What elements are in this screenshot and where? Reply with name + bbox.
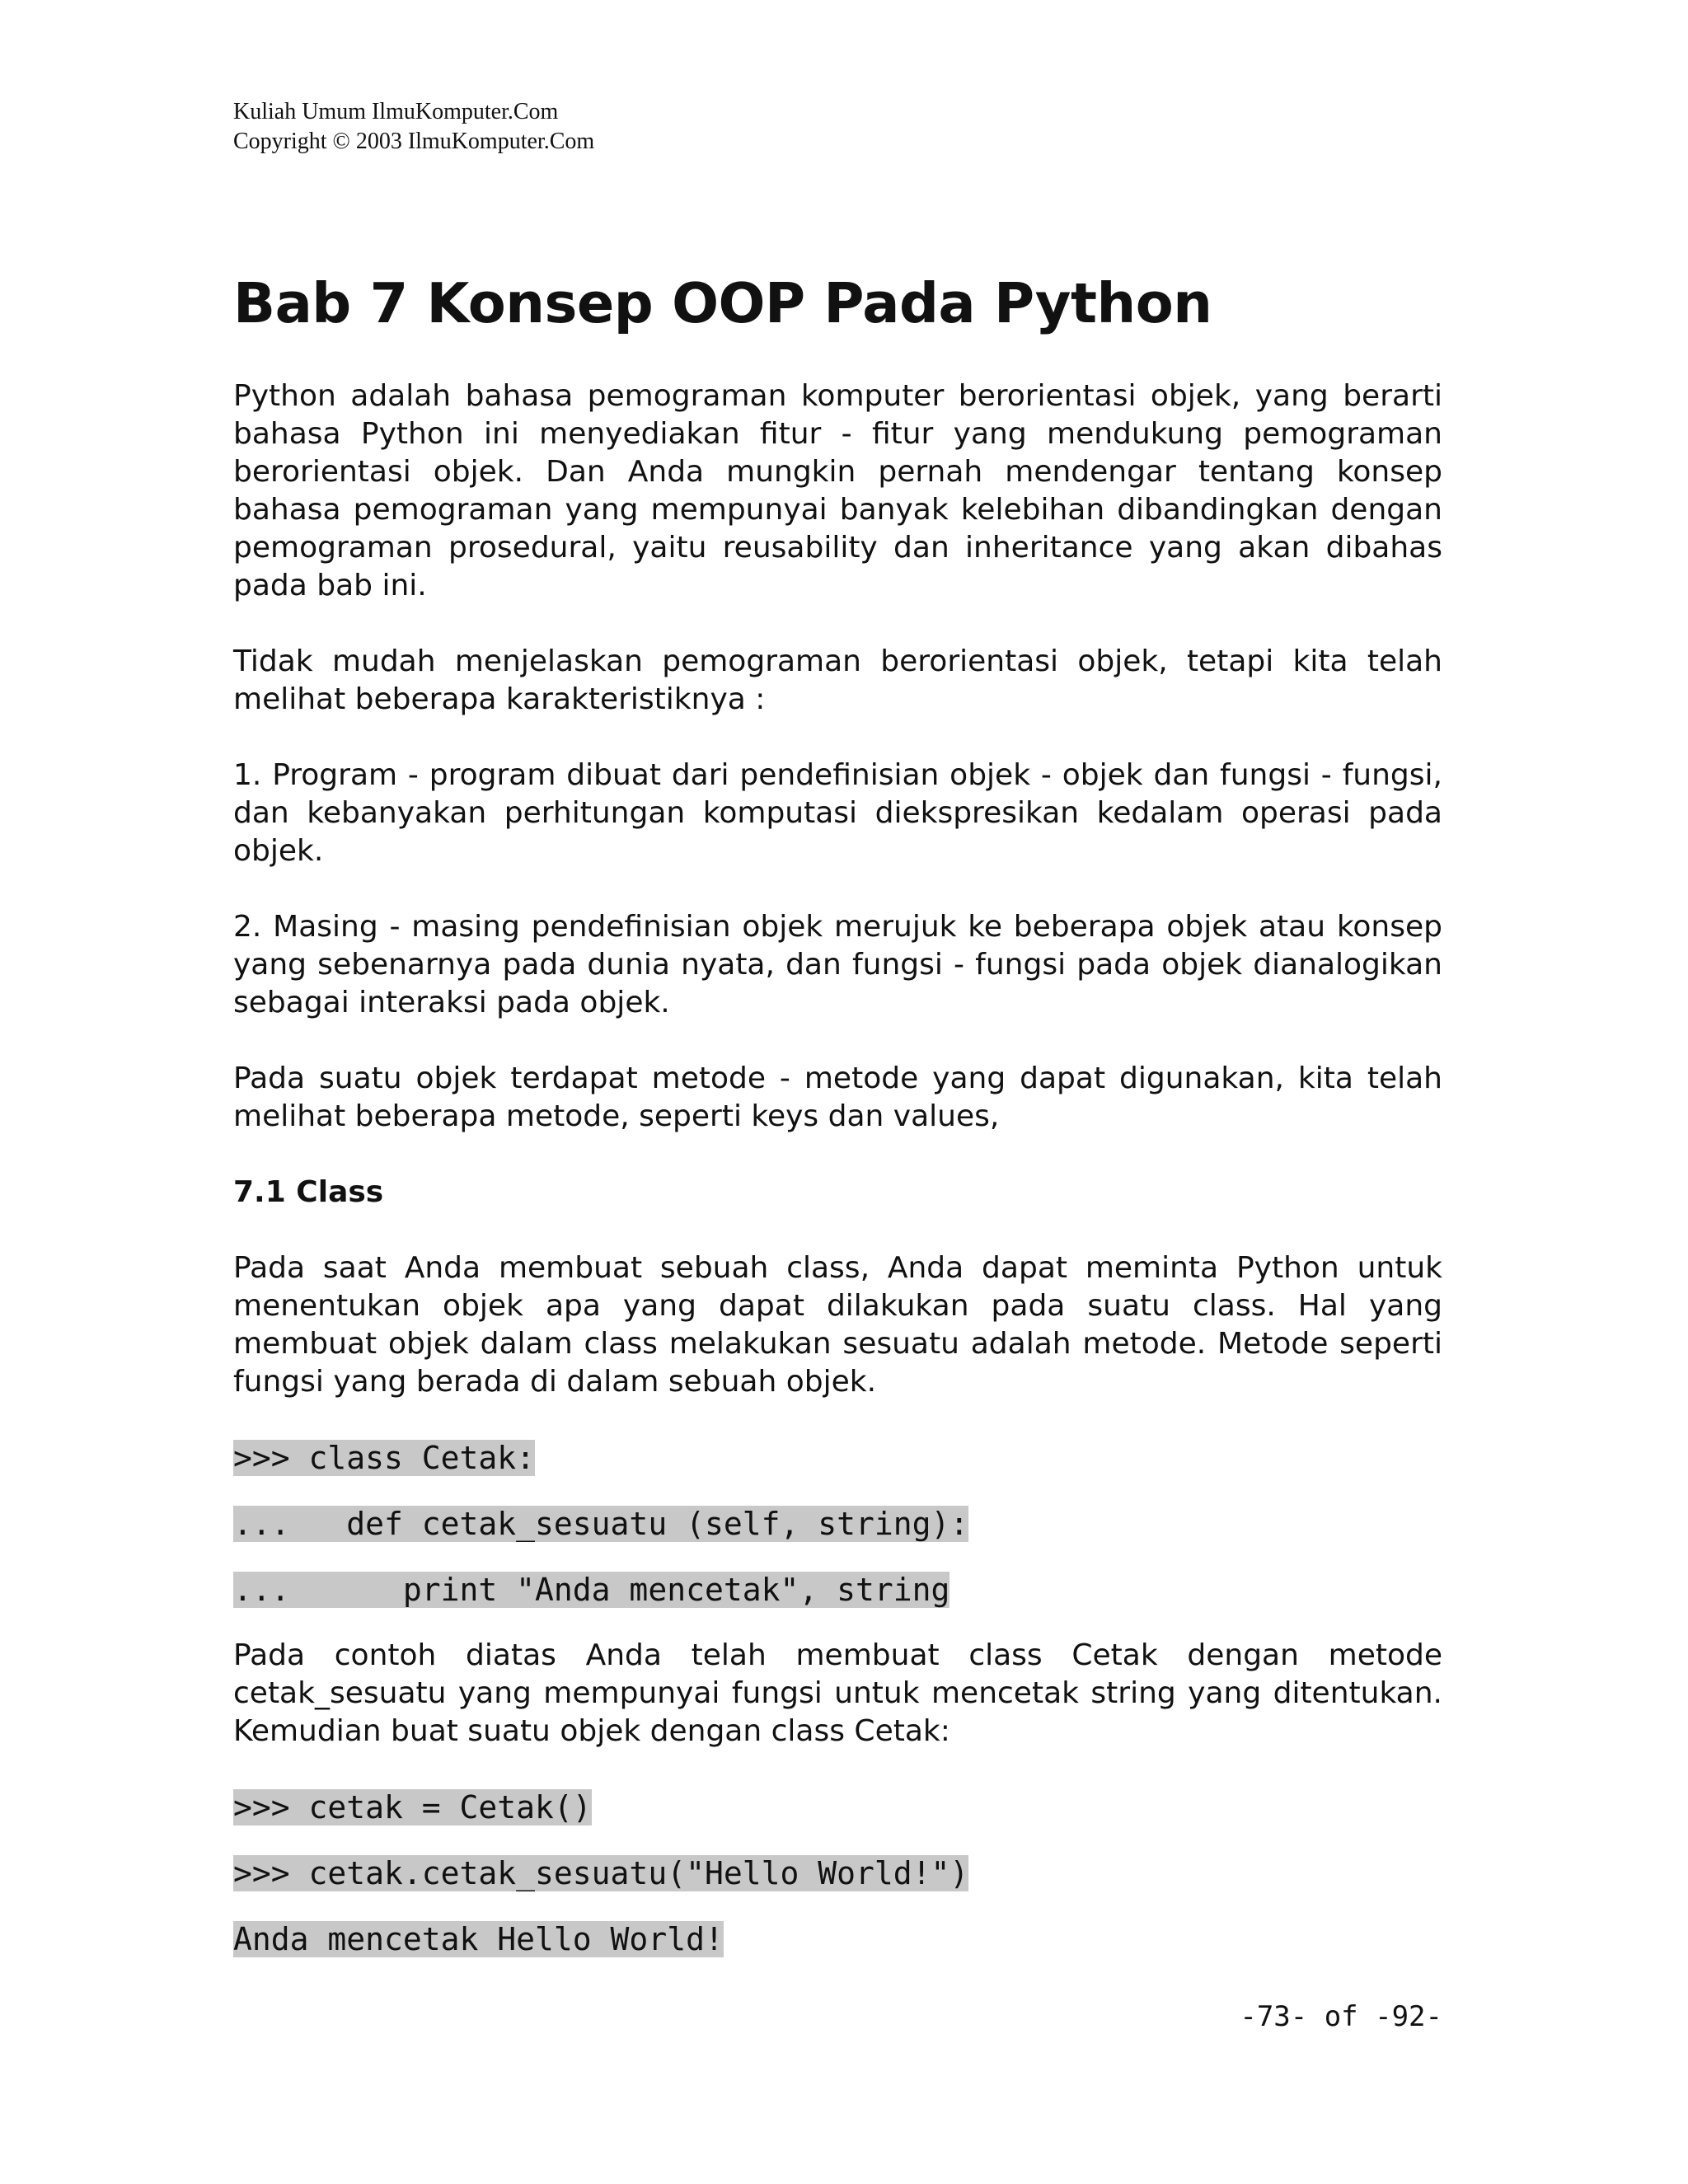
paragraph-metode: Pada suatu objek terdapat metode - metode yang dapat digunakan, kita telah melihat beberapa metode, seperti keys dan values, xyxy=(233,1062,1442,1133)
code-text: Anda mencetak Hello World! xyxy=(233,1921,724,1957)
code-text: ... def cetak_sesuatu (self, string): xyxy=(233,1506,969,1542)
page-header xyxy=(233,97,594,157)
code-text: >>> cetak = Cetak() xyxy=(233,1789,592,1825)
code-text: >>> cetak.cetak_sesuatu("Hello World!") xyxy=(233,1855,969,1891)
code-line xyxy=(233,1920,1442,1958)
paragraph-point-1: 1. Program - program dibuat dari pendefinisian objek - objek dan fungsi - fungsi, dan kebanyakan perhitungan komputasi diekspresikan kedalam operasi pada objek. xyxy=(233,758,1442,868)
code-text: >>> class Cetak: xyxy=(233,1440,536,1476)
code-text: ... print "Anda mencetak", string xyxy=(233,1572,950,1608)
code-line xyxy=(233,1505,1442,1543)
chapter-title: Bab 7 Konsep OOP Pada Python xyxy=(233,271,1212,335)
page-number: -73- of -92- xyxy=(1240,2000,1442,2033)
code-line xyxy=(233,1439,1442,1477)
main-content xyxy=(233,262,1442,1986)
paragraph-tidak-mudah: Tidak mudah menjelaskan pemograman berorientasi objek, tetapi kita telah melihat beberapa karakteristiknya : xyxy=(233,644,1442,716)
code-line xyxy=(233,1788,1442,1826)
section-heading: 7.1 Class xyxy=(233,1175,384,1209)
paragraph-contoh: Pada contoh diatas Anda telah membuat class Cetak dengan metode cetak_sesuatu yang mempunyai fungsi untuk mencetak string yang ditentukan. Kemudian buat suatu objek dengan class Cetak: xyxy=(233,1638,1442,1748)
header-line-2: Copyright © 2003 IlmuKomputer.Com xyxy=(233,129,595,154)
code-line xyxy=(233,1854,1442,1892)
paragraph-point-2: 2. Masing - masing pendefinisian objek merujuk ke beberapa objek atau konsep yang sebenarnya pada dunia nyata, dan fungsi - fungsi pada objek dianalogikan sebagai interaksi pada objek. xyxy=(233,910,1442,1019)
code-line xyxy=(233,1571,1442,1609)
paragraph-class-intro: Pada saat Anda membuat sebuah class, Anda dapat meminta Python untuk menentukan objek apa yang dapat dilakukan pada suatu class. Hal yang membuat objek dalam class melakukan sesuatu adalah metode. Metode seperti fungsi yang berada di dalam sebuah objek. xyxy=(233,1251,1442,1399)
paragraph-intro: Python adalah bahasa pemograman komputer berorientasi objek, yang berarti bahasa Python ini menyediakan fitur - fitur yang mendukung pemograman berorientasi objek. Dan Anda mungkin pernah mendengar tentang konsep bahasa pemograman yang mempunyai banyak kelebihan dibandingkan dengan pemograman prosedural, yaitu reusability dan inheritance yang akan dibahas pada bab ini. xyxy=(233,379,1442,602)
header-line-1: Kuliah Umum IlmuKomputer.Com xyxy=(233,99,559,124)
